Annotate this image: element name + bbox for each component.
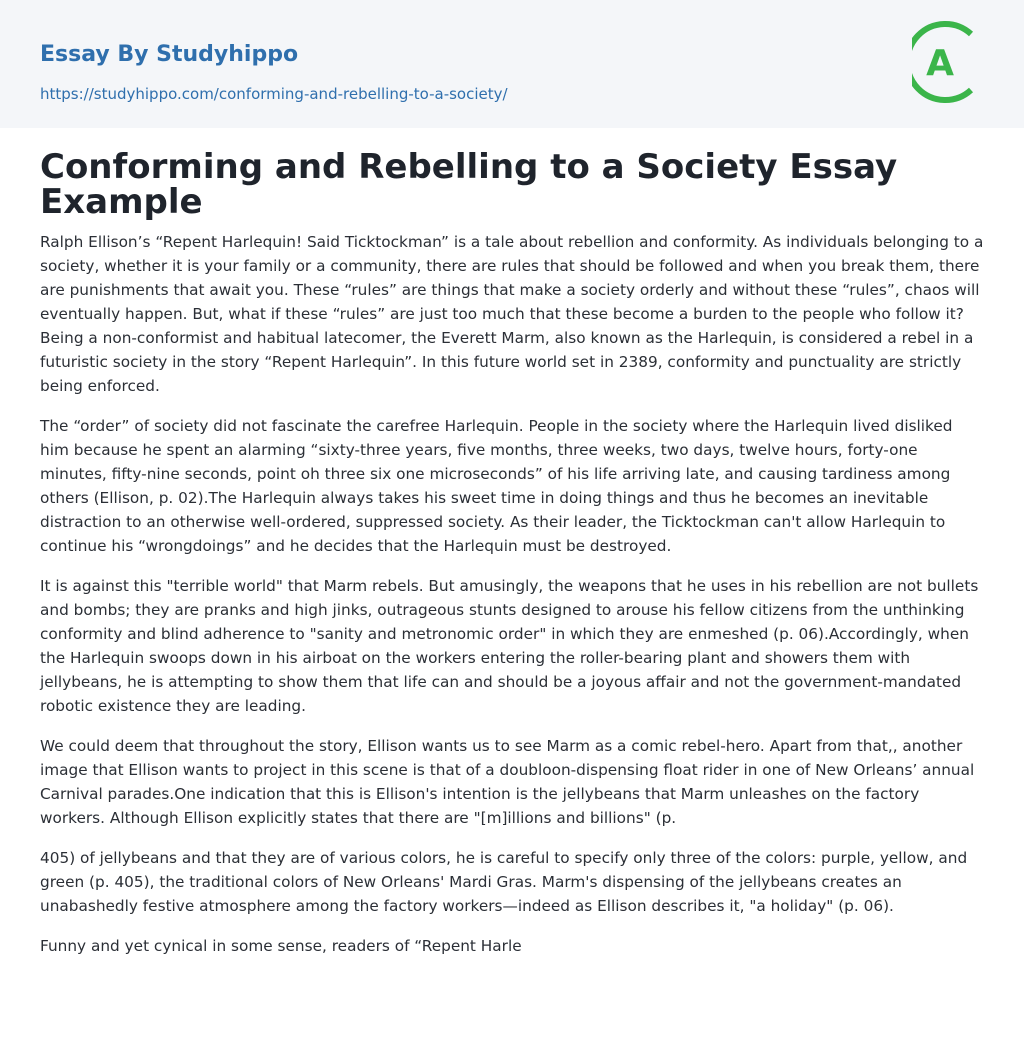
logo-letter: A (926, 43, 954, 84)
paragraph-4: We could deem that throughout the story, Ellison wants us to see Marm as a comic rebel-hero. Apart from that,, another image that Ellison wants to project in this scene is that of a doubloon-dispensing float rider in one of New Orleans’ annual Carnival parades.One indication that this is Ellison's intention is the jellybeans that Marm unleashes on the factory workers. Although Ellison explicitly states that there are "[m]illions and billions" (p. (40, 737, 975, 827)
article (40, 147, 984, 974)
paragraph-3: It is against this "terrible world" that Marm rebels. But amusingly, the weapons that he uses in his rebellion are not bullets and bombs; they are pranks and high jinks, outrageous stunts designed to arouse his fellow citizens from the unthinking conformity and blind adherence to "sanity and metronomic order" in which they are enmeshed (p. 06).Accordingly, when the Harlequin swoops down in his airboat on the workers entering the roller-bearing plant and showers them with jellybeans, he is attempting to show them that life can and should be a joyous affair and not the government-mandated robotic existence they are leading. (40, 577, 979, 715)
paragraph-1: Ralph Ellison’s “Repent Harlequin! Said Ticktockman” is a tale about rebellion and conformity. As individuals belonging to a society, whether it is your family or a community, there are rules that should be followed and when you break them, there are punishments that await you. These “rules” are things that make a society orderly and without these “rules”, chaos will eventually happen. But, what if these “rules” are just too much that these become a burden to the people who follow it?Being a non-conformist and habitual latecomer, the Everett Marm, also known as the Harlequin, is considered a rebel in a futuristic society in the story “Repent Harlequin”. In this future world set in 2389, conformity and punctuality are strictly being enforced. (40, 233, 984, 395)
paragraph-2: The “order” of society did not fascinate the carefree Harlequin. People in the society where the Harlequin lived disliked him because he spent an alarming “sixty-three years, five months, three weeks, two days, twelve hours, forty-one minutes, fifty-nine seconds, point oh three six one microseconds” of his life arriving late, and causing tardiness among others (Ellison, p. 02).The Harlequin always takes his sweet time in doing things and thus he becomes an inevitable distraction to an otherwise well-ordered, suppressed society. As their leader, the Ticktockman can't allow Harlequin to continue his “wrongdoings” and he decides that the Harlequin must be destroyed. (40, 417, 953, 555)
paragraph-5: 405) of jellybeans and that they are of various colors, he is careful to specify only three of the colors: purple, yellow, and green (p. 405), the traditional colors of New Orleans' Mardi Gras. Marm's dispensing of the jellybeans creates an unabashedly festive atmosphere among the factory workers—indeed as Ellison describes it, "a holiday" (p. 06). (40, 849, 968, 915)
site-header (0, 0, 1024, 128)
site-title[interactable]: Essay By Studyhippo (40, 42, 299, 67)
source-url-link[interactable]: https://studyhippo.com/conforming-and-rebelling-to-a-society/ (40, 85, 508, 103)
page-title: Conforming and Rebelling to a Society Essay Example (40, 147, 898, 222)
studyhippo-logo-icon[interactable] (912, 18, 986, 106)
paragraph-6-truncated: Funny and yet cynical in some sense, readers of “Repent Harle (40, 937, 522, 955)
